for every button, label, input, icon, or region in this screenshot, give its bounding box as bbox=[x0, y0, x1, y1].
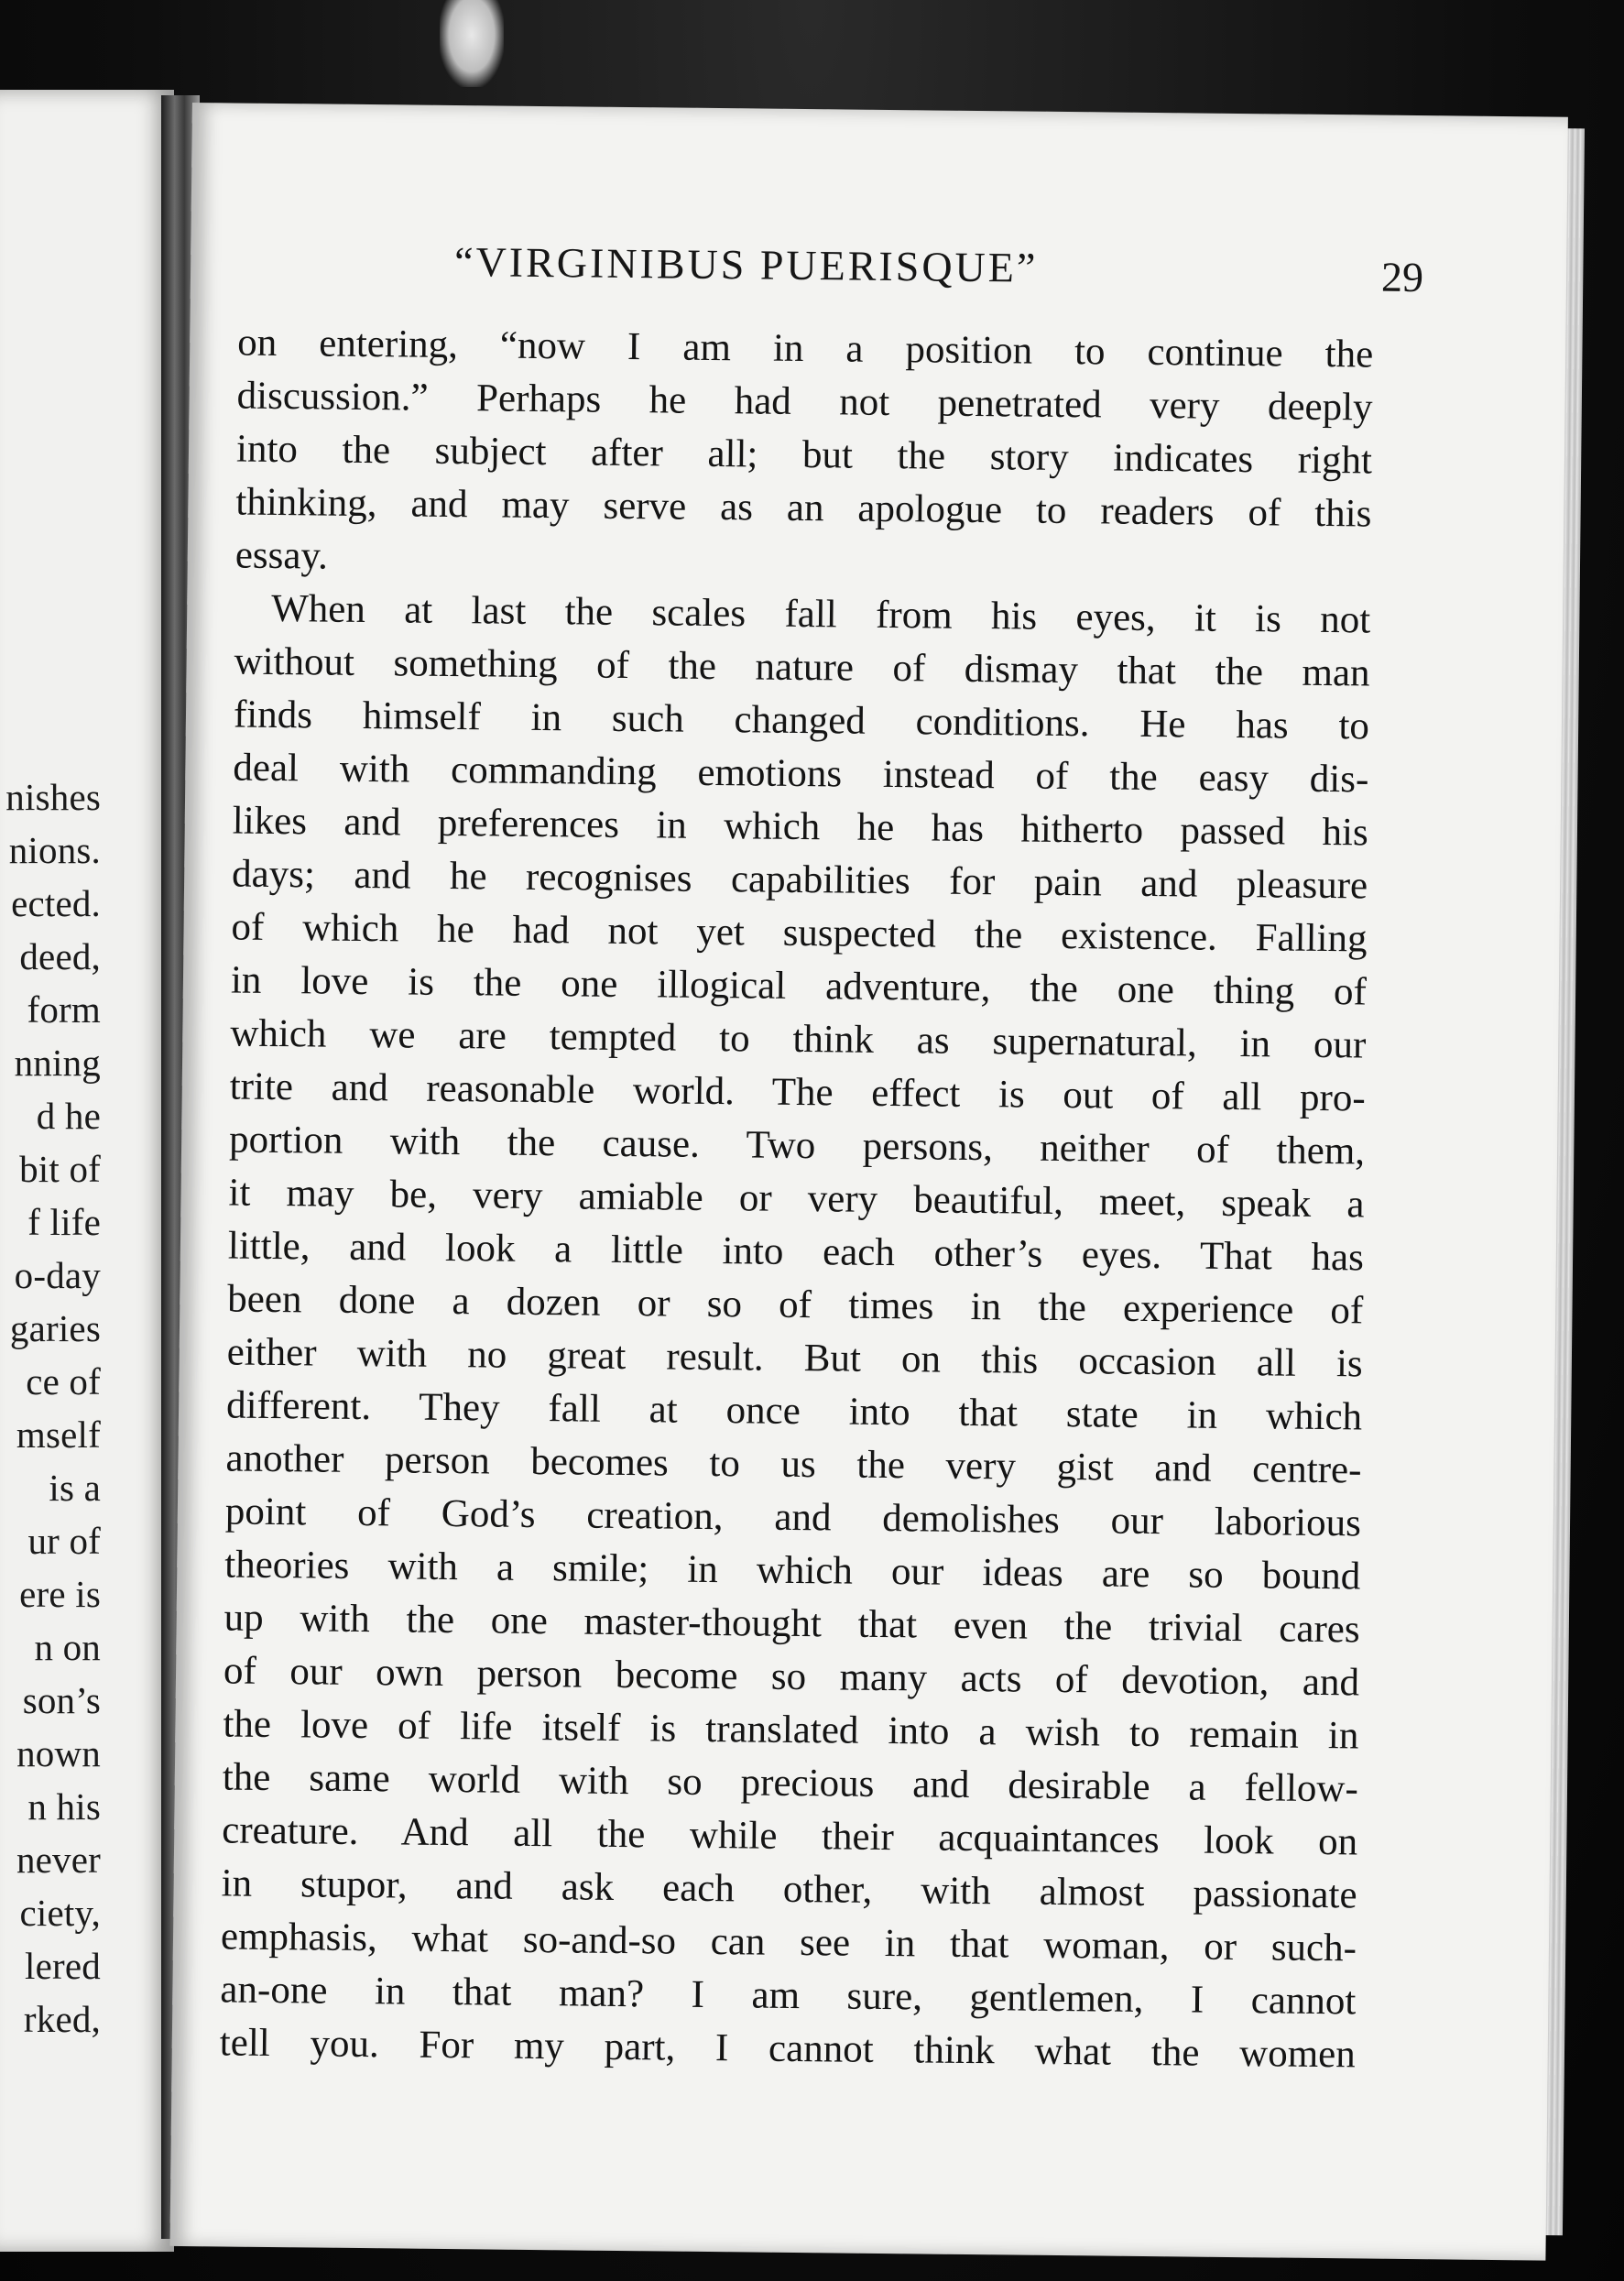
text-line: of our own person become so many acts of devotion, and bbox=[223, 1649, 1360, 1705]
text-line: little, and look a little into each other’s eyes. That has bbox=[227, 1224, 1365, 1280]
text-line: trite and reasonable world. The effect is out of all pro- bbox=[229, 1064, 1366, 1120]
text-line: another person becomes to us the very gist and centre- bbox=[225, 1436, 1362, 1492]
text-line: essay. bbox=[234, 533, 329, 578]
text-line: thinking, and may serve as an apologue to readers of this bbox=[235, 480, 1372, 536]
facing-line: mself bbox=[16, 1413, 101, 1456]
facing-line: nishes bbox=[5, 776, 101, 818]
text-line: either with no great result. But on this occasion all is bbox=[226, 1330, 1363, 1386]
facing-line: ciety, bbox=[19, 1892, 101, 1934]
facing-line: n his bbox=[27, 1785, 101, 1828]
text-line: the love of life itself is translated into a wish to remain in bbox=[223, 1702, 1359, 1758]
facing-line: o-day bbox=[14, 1254, 101, 1296]
text-line: in love is the one illogical adventure, the one thing of bbox=[230, 958, 1368, 1014]
book-page bbox=[169, 103, 1567, 2261]
facing-line: form bbox=[27, 988, 101, 1031]
facing-line: rked, bbox=[23, 1998, 101, 2040]
text-line: When at last the scales fall from his eyes, it is not bbox=[270, 586, 1371, 642]
facing-line: son’s bbox=[22, 1679, 101, 1721]
text-line: on entering, “now I am in a position to continue the bbox=[237, 321, 1374, 377]
facing-line: n on bbox=[34, 1626, 101, 1668]
text-line: likes and preferences in which he has hitherto passed his bbox=[232, 799, 1368, 855]
text-line: theories with a smile; in which our ideas are so bound bbox=[224, 1543, 1361, 1599]
text-line: an-one in that man? I am sure, gentlemen, I cannot bbox=[220, 1968, 1357, 2024]
text-line: it may be, very amiable or very beautiful, meet, speak a bbox=[228, 1171, 1365, 1227]
facing-line: nning bbox=[14, 1042, 101, 1084]
facing-line: f life bbox=[27, 1201, 101, 1243]
facing-line: d he bbox=[36, 1095, 101, 1137]
text-line: discussion.” Perhaps he had not penetrated very deeply bbox=[236, 374, 1373, 430]
page-number: 29 bbox=[1380, 253, 1424, 301]
facing-line: is a bbox=[49, 1467, 101, 1509]
running-head: “VIRGINIBUS PUERISQUE” bbox=[453, 238, 1039, 291]
text-line: emphasis, what so-and-so can see in that woman, or such- bbox=[220, 1915, 1357, 1970]
text-line: creature. And all the while their acquaintances look on bbox=[222, 1808, 1358, 1864]
facing-line: lered bbox=[25, 1945, 101, 1987]
text-line: without something of the nature of dismay that the man bbox=[234, 639, 1370, 695]
facing-page bbox=[0, 90, 174, 2252]
text-line: in stupor, and ask each other, with almost passionate bbox=[221, 1861, 1357, 1917]
facing-line: nions. bbox=[8, 829, 101, 871]
text-line: which we are tempted to think as supernatural, in our bbox=[230, 1011, 1367, 1067]
text-line: the same world with so precious and desirable a fellow- bbox=[222, 1755, 1359, 1811]
facing-line: bit of bbox=[19, 1148, 101, 1190]
facing-line: never bbox=[16, 1839, 101, 1881]
text-line: portion with the cause. Two persons, neither of them, bbox=[228, 1118, 1366, 1173]
text-line: point of God’s creation, and demolishes our laborious bbox=[224, 1490, 1362, 1545]
facing-line: deed, bbox=[19, 935, 101, 977]
text-line: of which he had not yet suspected the existence. Falling bbox=[231, 905, 1368, 961]
text-line: deal with commanding emotions instead of the easy dis- bbox=[233, 746, 1369, 802]
text-line: tell you. For my part, I cannot think what the women bbox=[219, 2021, 1357, 2077]
facing-line: ere is bbox=[19, 1573, 101, 1615]
facing-line: ce of bbox=[26, 1360, 101, 1402]
text-line: been done a dozen or so of times in the experience of bbox=[227, 1277, 1364, 1333]
text-line: into the subject after all; but the story indicates right bbox=[235, 427, 1373, 483]
text-line: days; and he recognises capabilities for pain and pleasure bbox=[231, 852, 1368, 908]
facing-line: garies bbox=[9, 1307, 101, 1349]
facing-line: ur of bbox=[27, 1520, 101, 1562]
scan-speck bbox=[440, 0, 504, 87]
text-line: finds himself in such changed conditions. He has to bbox=[233, 693, 1370, 748]
text-line: up with the one master-thought that even the trivial cares bbox=[223, 1596, 1360, 1652]
facing-line: ected. bbox=[11, 882, 101, 924]
facing-line: nown bbox=[16, 1732, 101, 1774]
text-line: different. They fall at once into that state in which bbox=[225, 1383, 1363, 1439]
